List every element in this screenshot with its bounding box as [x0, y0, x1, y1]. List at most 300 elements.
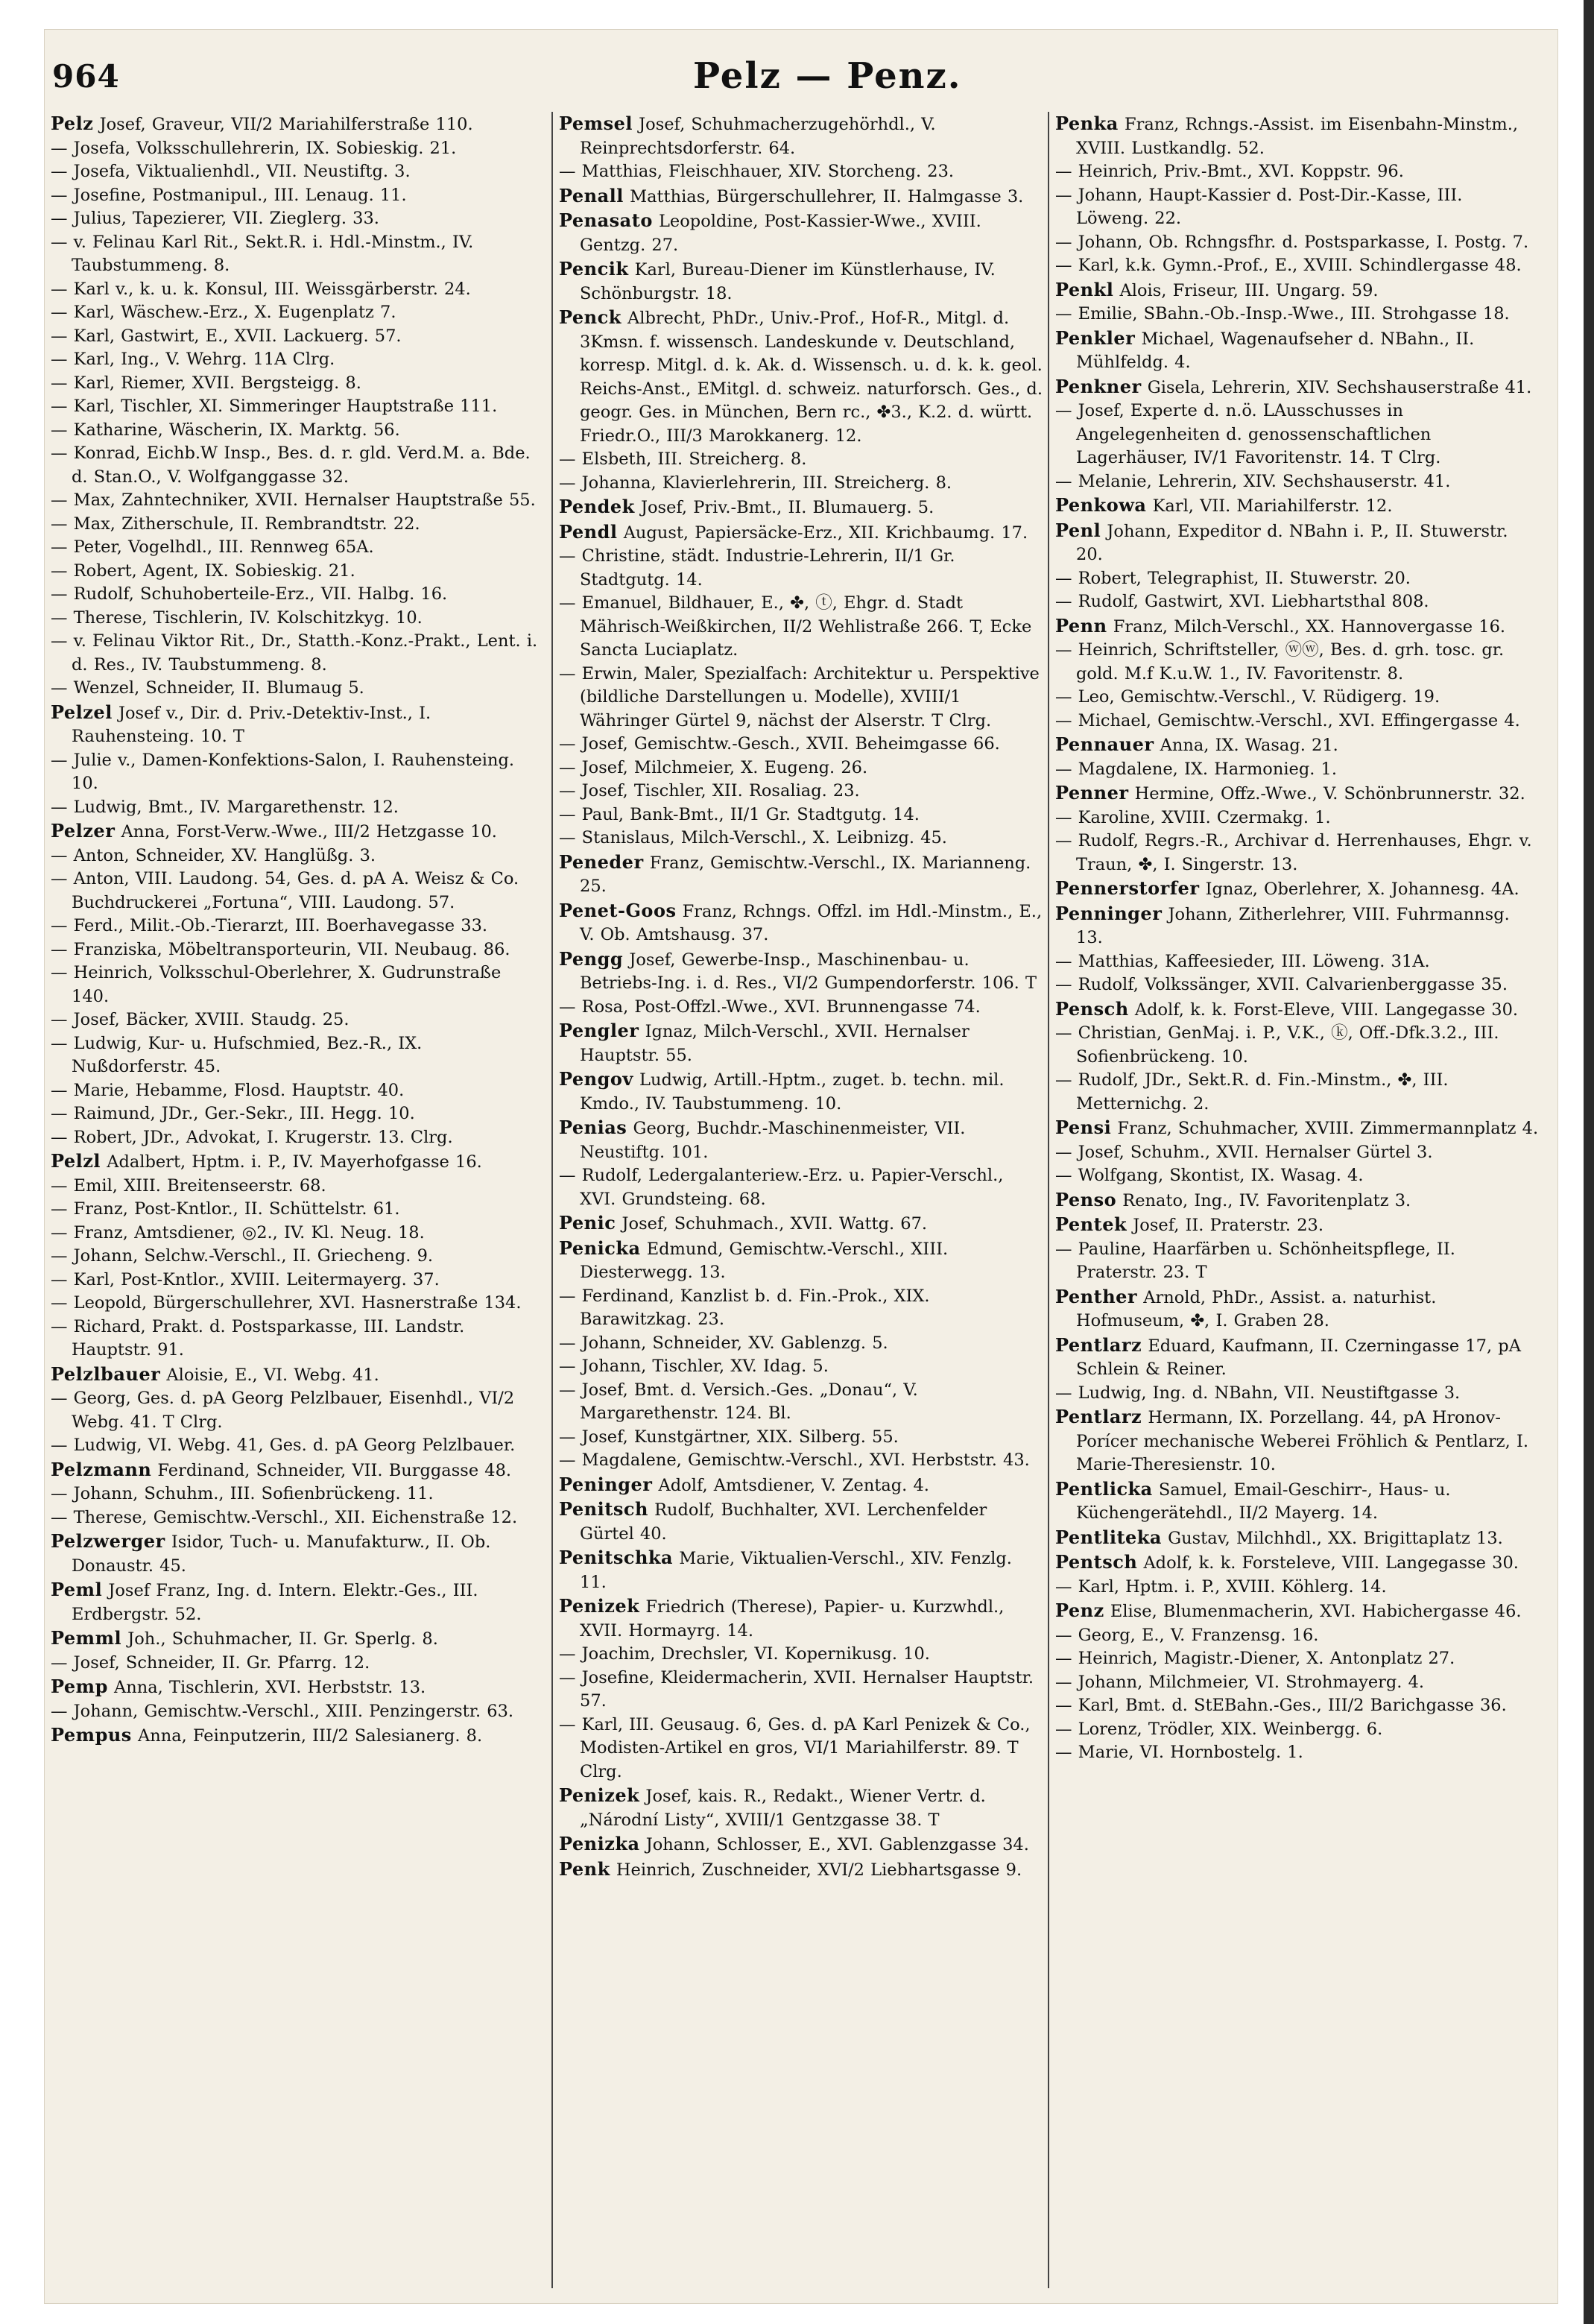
entry-surname: Penkowa	[1055, 494, 1147, 516]
directory-entry	[559, 1019, 1043, 1067]
directory-entry	[1055, 1213, 1540, 1238]
entry-surname: Pensi	[1055, 1117, 1112, 1138]
entry-text: Albrecht, PhDr., Univ.-Prof., Hof-R., Mitgl. d. 3Kmsn. f. wissensch. Landeskunde v. Deutschland, korresp. Mitgl. d. k. Ak. d. Wissensch. u. d. k. k. geol. Reichs-Anst., EMitgl. d. schweiz. naturforsch. Ges., d. geogr. Ges. in München, Bern rc., ✤3., K.2. d. württ. Friedr.O., III/3 Marokkanerg. 12.	[580, 309, 1043, 446]
directory-entry	[559, 1832, 1043, 1857]
entry-text: — Karl, Riemer, XVII. Bergsteigg. 8.	[51, 373, 361, 393]
directory-entry	[559, 160, 1043, 184]
directory-entry	[1055, 254, 1540, 278]
directory-entry	[51, 1626, 540, 1652]
entry-text: — Lorenz, Trödler, XIX. Weinbergg. 6.	[1055, 1719, 1383, 1739]
directory-entry	[1055, 1477, 1540, 1526]
entry-text: — Max, Zahntechniker, XVII. Hernalser Hauptstraße 55.	[51, 490, 536, 510]
directory-entry	[51, 962, 540, 1008]
directory-entry	[51, 560, 540, 584]
directory-entry	[1055, 1647, 1540, 1671]
directory-entry	[51, 1292, 540, 1316]
entry-text: — Rudolf, Schuhoberteile-Erz., VII. Halbg. 16.	[51, 584, 448, 604]
entry-text: Adalbert, Hptm. i. P., IV. Mayerhofgasse 16.	[107, 1152, 482, 1172]
directory-entry	[51, 278, 540, 302]
entry-text: — Marie, Hebamme, Flosd. Hauptstr. 40.	[51, 1080, 405, 1100]
entry-text: — Josef, Kunstgärtner, XIX. Silberg. 55.	[559, 1427, 899, 1447]
entry-surname: Pengov	[559, 1068, 633, 1090]
directory-entry	[51, 607, 540, 631]
directory-entry	[51, 419, 540, 443]
entry-text: — Heinrich, Magistr.-Diener, X. Antonplatz 27.	[1055, 1649, 1455, 1668]
directory-entry	[559, 850, 1043, 899]
entry-text: — Katharine, Wäscherin, IX. Marktg. 56.	[51, 420, 400, 440]
entry-text: Ignaz, Milch-Verschl., XVII. Hernalser Hauptstr. 55.	[580, 1022, 970, 1065]
entry-surname: Penitsch	[559, 1498, 648, 1520]
entry-text: Johann, Schlosser, E., XVI. Gablenzgasse 34.	[645, 1835, 1029, 1854]
entry-text: Matthias, Bürgerschullehrer, II. Halmgasse 3.	[630, 186, 1024, 206]
directory-entry	[559, 1067, 1043, 1116]
directory-entry	[51, 207, 540, 231]
entry-surname: Pennauer	[1055, 733, 1154, 755]
entry-text: Karl, VII. Mariahilferstr. 12.	[1152, 496, 1393, 516]
directory-entry	[1055, 1188, 1540, 1213]
directory-entry	[559, 827, 1043, 850]
entry-text: August, Papiersäcke-Erz., XII. Krichbaumg. 17.	[623, 522, 1028, 543]
directory-entry	[1055, 326, 1540, 375]
entry-text: — Emanuel, Bildhauer, E., ✤, ⓣ, Ehgr. d. Stadt Mährisch-Weißkirchen, II/2 Wehlistraße 266. T, Ecke Sancta Luciaplatz.	[559, 593, 1032, 660]
directory-entry	[559, 1714, 1043, 1784]
entry-text: Arnold, PhDr., Assist. a. naturhist. Hofmuseum, ✤, I. Graben 28.	[1076, 1287, 1437, 1330]
entry-text: Ludwig, Artill.-Hptm., zuget. b. techn. mil. Kmdo., IV. Taubstummeng. 10.	[580, 1070, 1005, 1114]
directory-entry	[1055, 902, 1540, 950]
entry-surname: Peninger	[559, 1473, 653, 1495]
entry-surname: Pentlarz	[1055, 1406, 1142, 1427]
directory-entry	[51, 1434, 540, 1458]
entry-text: Franz, Schuhmacher, XVIII. Zimmermannplatz 4.	[1117, 1119, 1539, 1138]
entry-text: Michael, Wagenaufseher d. NBahn., II. Mühlfeldg. 4.	[1076, 329, 1475, 372]
entry-text: — Robert, Agent, IX. Sobieskig. 21.	[51, 561, 355, 581]
directory-entry	[51, 489, 540, 513]
directory-entry	[51, 749, 540, 796]
entry-text: — Franziska, Möbeltransporteurin, VII. Neubaug. 86.	[51, 939, 510, 959]
entry-text: — Elsbeth, III. Streicherg. 8.	[559, 449, 807, 469]
entry-text: — Christian, GenMaj. i. P., V.K., ⓚ, Off.-Dfk.3.2., III. Sofienbrückeng. 10.	[1055, 1023, 1499, 1067]
directory-entry	[51, 301, 540, 325]
entry-text: — Anton, VIII. Laudong. 54, Ges. d. pA A. Weisz & Co. Buchdruckerei „Fortuna“, VIII. Laudong. 57.	[51, 869, 519, 912]
entry-text: — Therese, Gemischtw.-Verschl., XII. Eichenstraße 12.	[51, 1507, 518, 1527]
directory-entry	[51, 372, 540, 396]
directory-entry	[51, 1102, 540, 1126]
entry-text: Heinrich, Zuschneider, XVI/2 Liebhartsgasse 9.	[616, 1860, 1022, 1880]
entry-text: — Rosa, Post-Offzl.-Wwe., XVI. Brunnengasse 74.	[559, 997, 981, 1017]
entry-text: Josef, kais. R., Redakt., Wiener Vertr. d. „Národní Listy“, XVIII/1 Gentzgasse 38. T	[580, 1787, 986, 1830]
directory-entry	[1055, 1576, 1540, 1600]
directory-entry	[1055, 567, 1540, 591]
entry-text: — Rudolf, Volkssänger, XVII. Calvarienberggasse 35.	[1055, 975, 1508, 994]
entry-text: — Stanislaus, Milch-Verschl., X. Leibnizg. 45.	[559, 828, 947, 847]
entry-text: — Therese, Tischlerin, IV. Kolschitzkyg. 10.	[51, 607, 423, 628]
entry-text: — Julius, Tapezierer, VII. Zieglerg. 33.	[51, 209, 379, 228]
entry-text: — Johann, Haupt-Kassier d. Post-Dir.-Kasse, III. Löweng. 22.	[1055, 185, 1463, 228]
directory-entry	[559, 996, 1043, 1020]
entry-surname: Pelz	[51, 113, 94, 134]
entry-text: Josef, II. Praterstr. 23.	[1133, 1216, 1323, 1235]
entry-text: — Christine, städt. Industrie-Lehrerin, II/1 Gr. Stadtgutg. 14.	[559, 546, 955, 590]
entry-text: Karl, Bureau-Diener im Künstlerhause, IV. Schönburgstr. 18.	[580, 260, 996, 303]
directory-entry	[51, 1149, 540, 1175]
entry-text: — Ludwig, Kur- u. Hufschmied, Bez.-R., IX. Nußdorferstr. 45.	[51, 1033, 423, 1076]
entry-surname: Penso	[1055, 1188, 1117, 1210]
entry-text: Josef v., Dir. d. Priv.-Detektiv-Inst., I. Rauhensteing. 10. T	[72, 703, 431, 746]
directory-entry	[1055, 1116, 1540, 1141]
directory-entry	[1055, 781, 1540, 806]
entry-text: — Johann, Schuhm., III. Sofienbrückeng. 11.	[51, 1484, 434, 1503]
directory-entry	[51, 1652, 540, 1676]
directory-entry	[559, 592, 1043, 663]
entry-surname: Peml	[51, 1579, 103, 1600]
entry-surname: Pennerstorfer	[1055, 877, 1200, 899]
directory-entry	[559, 257, 1043, 306]
entry-surname: Pentlarz	[1055, 1333, 1142, 1356]
entry-surname: Pentsch	[1055, 1551, 1138, 1573]
entry-text: Adolf, k. k. Forst-Eleve, VIII. Langegasse 30.	[1134, 1000, 1519, 1020]
entry-text: — Johann, Schneider, XV. Gablenzg. 5.	[559, 1333, 888, 1353]
entry-text: — Joachim, Drechsler, VI. Kopernikusg. 10.	[559, 1644, 930, 1664]
entry-text: — Ludwig, Ing. d. NBahn, VII. Neustiftgasse 3.	[1055, 1383, 1461, 1403]
entry-surname: Pelzel	[51, 701, 113, 723]
entry-text: — Franz, Post-Kntlor., II. Schüttelstr. 61.	[51, 1199, 400, 1219]
entry-surname: Pendl	[559, 520, 618, 543]
directory-entry	[51, 1245, 540, 1269]
directory-entry	[1055, 973, 1540, 997]
entry-surname: Penther	[1055, 1285, 1138, 1307]
entry-text: Anna, IX. Wasag. 21.	[1160, 736, 1338, 755]
entry-text: — v. Felinau Karl Rit., Sekt.R. i. Hdl.-Minstm., IV. Taubstummeng. 8.	[51, 232, 474, 275]
entry-text: — v. Felinau Viktor Rit., Dr., Statth.-Konz.-Prakt., Lent. i. d. Res., IV. Taubstummeng. 8.	[51, 631, 538, 675]
directory-entry	[1055, 1333, 1540, 1382]
entry-text: — Johann, Ob. Rchngsfhr. d. Postsparkasse, I. Postg. 7.	[1055, 232, 1529, 252]
entry-text: Gisela, Lehrerin, XIV. Sechshauserstraße 41.	[1147, 377, 1532, 397]
entry-text: — Michael, Gemischtw.-Verschl., XVI. Effingergasse 4.	[1055, 710, 1520, 730]
directory-entry	[51, 819, 540, 844]
directory-entry	[51, 938, 540, 962]
entry-text: Ignaz, Oberlehrer, X. Johannesg. 4A.	[1205, 880, 1519, 899]
entry-text: Josef, Schuhmach., XVII. Wattg. 67.	[622, 1214, 928, 1234]
entry-text: Hermann, IX. Porzellang. 44, pA Hronov-Porícer mechanische Weberei Fröhlich & Pentlarz, I. Marie-Theresienstr. 10.	[1076, 1408, 1529, 1474]
directory-entry	[1055, 375, 1540, 400]
directory-entry	[51, 701, 540, 749]
entry-text: Georg, Buchdr.-Maschinenmeister, VII. Neustiftg. 101.	[580, 1119, 966, 1162]
directory-entry	[559, 947, 1043, 996]
directory-entry	[51, 513, 540, 537]
directory-entry	[51, 583, 540, 607]
directory-entry	[1055, 1526, 1540, 1551]
directory-entry	[1055, 997, 1540, 1023]
entry-text: — Konrad, Eichb.W Insp., Bes. d. r. gld. Verd.M. a. Bde. d. Stan.O., V. Wolfganggasse 32.	[51, 443, 531, 487]
entry-text: Anna, Feinputzerin, III/2 Salesianerg. 8.	[137, 1726, 483, 1746]
entry-text: Hermine, Offz.-Wwe., V. Schönbrunnerstr. 32.	[1134, 784, 1525, 803]
entry-text: — Josef, Bmt. d. Versich.-Ges. „Donau“, V. Margarethenstr. 124. Bl.	[559, 1380, 918, 1423]
entry-text: — Paul, Bank-Bmt., II/1 Gr. Stadtgutg. 14.	[559, 804, 920, 824]
entry-surname: Penka	[1055, 113, 1119, 134]
entry-text: — Leo, Gemischtw.-Verschl., V. Rüdigerg. 19.	[1055, 687, 1440, 707]
entry-text: — Johann, Gemischtw.-Verschl., XIII. Penzingerstr. 63.	[51, 1701, 514, 1721]
entry-text: — Raimund, JDr., Ger.-Sekr., III. Hegg. 10.	[51, 1104, 415, 1123]
directory-entry	[51, 395, 540, 419]
page-header	[52, 51, 1543, 103]
entry-text: — Karl, III. Geusaug. 6, Ges. d. pA Karl Penizek & Co., Modisten-Artikel en gros, VI/1 Mariahilferstr. 89. T Clrg.	[559, 1714, 1031, 1781]
directory-entry	[559, 1164, 1043, 1211]
entry-text: Adolf, Amtsdiener, V. Zentag. 4.	[658, 1475, 929, 1495]
directory-entry	[1055, 400, 1540, 470]
entry-text: Isidor, Tuch- u. Manufakturw., II. Ob. Donaustr. 45.	[72, 1532, 491, 1576]
directory-entry	[51, 796, 540, 820]
entry-text: — Karl, Bmt. d. StEBahn.-Ges., III/2 Barichgasse 36.	[1055, 1696, 1507, 1715]
entry-surname: Pemsel	[559, 113, 633, 134]
entry-text: — Heinrich, Priv.-Bmt., XVI. Koppstr. 96.	[1055, 162, 1404, 181]
entry-text: — Rudolf, Regrs.-R., Archivar d. Herrenhauses, Ehgr. v. Traun, ✤, I. Singerstr. 13.	[1055, 831, 1532, 874]
entry-surname: Pentek	[1055, 1213, 1127, 1235]
entry-surname: Pelzwerger	[51, 1530, 165, 1552]
entry-text: Anna, Forst-Verw.-Wwe., III/2 Hetzgasse 10.	[121, 822, 497, 841]
directory-entry	[1055, 1141, 1540, 1165]
directory-entry	[1055, 1382, 1540, 1406]
entry-surname: Penizek	[559, 1784, 640, 1806]
directory-entry	[1055, 1069, 1540, 1116]
entry-text: — Josef, Schuhm., XVII. Hernalser Gürtel 3.	[1055, 1142, 1433, 1162]
directory-entry	[1055, 710, 1540, 733]
directory-entry	[559, 899, 1043, 947]
directory-page	[45, 30, 1557, 2303]
directory-entry	[1055, 1022, 1540, 1069]
directory-entry	[1055, 519, 1540, 567]
directory-entry	[51, 137, 540, 161]
directory-entry	[1055, 493, 1540, 519]
entry-surname: Pelzlbauer	[51, 1362, 161, 1385]
entry-text: — Josefine, Postmanipul., III. Lenaug. 11.	[51, 185, 407, 205]
entry-text: Josef, Schuhmacherzugehörhdl., V. Reinprechtsdorferstr. 64.	[580, 115, 936, 158]
entry-text: — Heinrich, Volksschul-Oberlehrer, X. Gudrunstraße 140.	[51, 963, 502, 1006]
directory-entry	[51, 1032, 540, 1079]
entry-surname: Penkler	[1055, 326, 1136, 349]
entry-surname: Penias	[559, 1117, 627, 1138]
entry-surname: Pentliteka	[1055, 1526, 1162, 1548]
directory-entry	[559, 112, 1043, 160]
directory-entry	[51, 1483, 540, 1506]
entry-surname: Penck	[559, 306, 622, 328]
directory-entry	[1055, 1718, 1540, 1742]
entry-text: Eduard, Kaufmann, II. Czerningasse 17, pA Schlein & Reiner.	[1076, 1336, 1521, 1379]
entry-text: — Magdalene, IX. Harmonieg. 1.	[1055, 759, 1338, 779]
directory-entry	[559, 1285, 1043, 1332]
entry-surname: Penk	[559, 1857, 610, 1880]
entry-text: — Emil, XIII. Breitenseerstr. 68.	[51, 1175, 326, 1196]
entry-surname: Penall	[559, 184, 624, 206]
directory-entry	[559, 1497, 1043, 1546]
directory-entry	[1055, 184, 1540, 231]
entry-text: — Pauline, Haarfärben u. Schönheitspflege, II. Praterstr. 23. T	[1055, 1239, 1455, 1282]
entry-text: Franz, Rchngs. Offzl. im Hdl.-Minstm., E., V. Ob. Amtshausg. 37.	[580, 901, 1043, 944]
directory-entry	[1055, 112, 1540, 160]
entry-text: — Wenzel, Schneider, II. Blumaug 5.	[51, 678, 364, 698]
directory-entry	[1055, 614, 1540, 640]
directory-entry	[51, 160, 540, 184]
directory-entry	[51, 1198, 540, 1222]
entry-surname: Peneder	[559, 850, 644, 873]
entry-text: Leopoldine, Post-Kassier-Wwe., XVIII. Gentzg. 27.	[580, 212, 981, 255]
entry-text: — Robert, Telegraphist, II. Stuwerstr. 20.	[1055, 568, 1411, 588]
entry-surname: Penkner	[1055, 375, 1142, 397]
directory-entry	[51, 1675, 540, 1700]
directory-entry	[559, 184, 1043, 209]
entry-surname: Penasato	[559, 209, 653, 231]
entry-text: — Matthias, Kaffeesieder, III. Löweng. 31A.	[1055, 951, 1430, 971]
entry-text: — Ludwig, Bmt., IV. Margarethenstr. 12.	[51, 797, 399, 817]
directory-entry	[559, 757, 1043, 780]
page-edge-shadow	[1584, 0, 1594, 2324]
entry-text: Josef Franz, Ing. d. Intern. Elektr.-Ges., III. Erdbergstr. 52.	[72, 1581, 478, 1624]
directory-entry	[51, 1723, 540, 1749]
column-3	[1048, 112, 1540, 2288]
directory-entry	[559, 1449, 1043, 1473]
entry-text: — Josef, Schneider, II. Gr. Pfarrg. 12.	[51, 1652, 370, 1673]
directory-entry	[1055, 686, 1540, 710]
entry-text: — Erwin, Maler, Spezialfach: Architektur u. Perspektive (bildliche Darstellungen u. Modelle), XVIII/1 Währinger Gürtel 9, nächst der Alserstr. T Clrg.	[559, 663, 1040, 730]
directory-entry	[559, 209, 1043, 257]
directory-entry	[51, 868, 540, 915]
entry-surname: Pentlicka	[1055, 1477, 1153, 1500]
entry-text: — Wolfgang, Skontist, IX. Wasag. 4.	[1055, 1166, 1364, 1185]
directory-entry	[1055, 950, 1540, 974]
directory-entry	[51, 677, 540, 701]
entry-text: Franz, Rchngs.-Assist. im Eisenbahn-Minstm., XVIII. Lustkandlg. 52.	[1076, 115, 1519, 158]
directory-entry	[51, 844, 540, 868]
directory-entry	[559, 803, 1043, 827]
entry-text: — Karl, Hptm. i. P., XVIII. Köhlerg. 14.	[1055, 1576, 1387, 1597]
entry-text: Gustav, Milchhdl., XX. Brigittaplatz 13.	[1168, 1528, 1503, 1548]
directory-entry	[1055, 470, 1540, 494]
directory-entry	[559, 472, 1043, 496]
directory-entry	[1055, 590, 1540, 614]
entry-text: — Peter, Vogelhdl., III. Rennweg 65A.	[51, 537, 374, 557]
directory-entry	[559, 1332, 1043, 1356]
directory-entry	[51, 1269, 540, 1292]
entry-text: — Magdalene, Gemischtw.-Verschl., XVI. Herbststr. 43.	[559, 1450, 1030, 1470]
entry-text: — Marie, VI. Hornbostelg. 1.	[1055, 1743, 1303, 1762]
directory-entry	[1055, 160, 1540, 184]
entry-text: — Julie v., Damen-Konfektions-Salon, I. Rauhensteing. 10.	[51, 750, 515, 793]
entry-surname: Penn	[1055, 614, 1107, 637]
entry-text: — Georg, E., V. Franzensg. 16.	[1055, 1625, 1319, 1645]
entry-text: — Karoline, XVIII. Czermakg. 1.	[1055, 807, 1331, 827]
entry-text: Franz, Gemischtw.-Verschl., IX. Marianneng. 25.	[580, 853, 1031, 896]
entry-surname: Pelzmann	[51, 1458, 152, 1480]
directory-entry	[51, 325, 540, 349]
entry-text: Johann, Zitherlehrer, VIII. Fuhrmannsg. 13.	[1076, 904, 1510, 947]
directory-entry	[559, 495, 1043, 520]
entry-text: — Josef, Tischler, XII. Rosaliag. 23.	[559, 781, 860, 801]
directory-entry	[1055, 1550, 1540, 1576]
entry-surname: Pelzl	[51, 1150, 101, 1172]
directory-entry	[1055, 1164, 1540, 1188]
directory-entry	[51, 1362, 540, 1388]
entry-text: — Ludwig, VI. Webg. 41, Ges. d. pA Georg Pelzlbauer.	[51, 1436, 516, 1455]
entry-surname: Pengg	[559, 947, 624, 970]
entry-text: Friedrich (Therese), Papier- u. Kurzwhdl., XVII. Hormayrg. 14.	[580, 1597, 1005, 1641]
entry-surname: Pensch	[1055, 997, 1129, 1020]
directory-entry	[1055, 1624, 1540, 1648]
entry-text: Edmund, Gemischtw.-Verschl., XIII. Diesterwegg. 13.	[580, 1239, 949, 1282]
entry-text: Josef, Graveur, VII/2 Mariahilferstraße 110.	[99, 115, 473, 134]
directory-entry	[1055, 231, 1540, 255]
entry-surname: Penkl	[1055, 278, 1114, 300]
directory-entry	[51, 536, 540, 560]
entry-text: — Josef, Gemischtw.-Gesch., XVII. Beheimgasse 66.	[559, 734, 1000, 754]
page-number: 964	[52, 58, 120, 95]
directory-entry	[559, 1211, 1043, 1237]
directory-entry	[559, 545, 1043, 592]
directory-entry	[1055, 278, 1540, 303]
entry-text: — Georg, Ges. d. pA Georg Pelzlbauer, Eisenhdl., VI/2 Webg. 41. T Clrg.	[51, 1389, 515, 1432]
directory-entry	[1055, 806, 1540, 830]
entry-text: — Richard, Prakt. d. Postsparkasse, III. Landstr. Hauptstr. 91.	[51, 1316, 465, 1360]
entry-surname: Pendek	[559, 496, 635, 517]
directory-entry	[559, 1857, 1043, 1883]
directory-entry	[51, 1316, 540, 1362]
entry-text: Joh., Schuhmacher, II. Gr. Sperlg. 8.	[127, 1629, 438, 1649]
directory-entry	[1055, 1238, 1540, 1285]
directory-entry	[559, 1784, 1043, 1832]
directory-entry	[559, 448, 1043, 472]
entry-surname: Penet-Goos	[559, 899, 677, 921]
directory-entry	[51, 1079, 540, 1103]
entry-text: — Karl, Wäschew.-Erz., X. Eugenplatz 7.	[51, 303, 396, 322]
entry-text: Ferdinand, Schneider, VII. Burggasse 48.	[157, 1460, 512, 1480]
entry-text: — Karl, Gastwirt, E., XVII. Lackuerg. 57.	[51, 326, 402, 346]
entry-surname: Penizek	[559, 1595, 640, 1617]
entry-text: — Ferd., Milit.-Ob.-Tierarzt, III. Boerhavegasse 33.	[51, 916, 488, 935]
entry-text: — Josef, Bäcker, XVIII. Staudg. 25.	[51, 1010, 350, 1029]
directory-entry	[51, 1458, 540, 1483]
entry-text: — Rudolf, Ledergalanteriew.-Erz. u. Papier-Verschl., XVI. Grundsteing. 68.	[559, 1166, 1004, 1209]
entry-text: — Johanna, Klavierlehrerin, III. Streicherg. 8.	[559, 473, 952, 493]
entry-surname: Pengler	[559, 1020, 639, 1041]
entry-text: — Rudolf, JDr., Sekt.R. d. Fin.-Minstm., ✤, III. Metternichg. 2.	[1055, 1070, 1449, 1114]
directory-entry	[559, 780, 1043, 803]
entry-text: Franz, Milch-Verschl., XX. Hannovergasse 16.	[1113, 616, 1506, 637]
directory-entry	[1055, 1671, 1540, 1695]
directory-entry	[51, 442, 540, 489]
directory-entry	[559, 1379, 1043, 1426]
entry-text: — Max, Zitherschule, II. Rembrandtstr. 22.	[51, 514, 420, 534]
directory-entry	[51, 630, 540, 677]
directory-entry	[559, 1473, 1043, 1498]
entry-text: — Melanie, Lehrerin, XIV. Sechshauserstr. 41.	[1055, 471, 1451, 491]
directory-entry	[51, 1529, 540, 1578]
entry-text: — Heinrich, Schriftsteller, ⓦⓦ, Bes. d. grh. tosc. gr. gold. M.f K.u.W. 1., IV. Favoritenstr. 8.	[1055, 640, 1505, 683]
directory-entry	[559, 1594, 1043, 1643]
entry-text: — Karl v., k. u. k. Konsul, III. Weissgärberstr. 24.	[51, 279, 471, 299]
directory-entry	[559, 1237, 1043, 1285]
entry-text: Josef, Gewerbe-Insp., Maschinenbau- u. Betriebs-Ing. i. d. Res., VI/2 Gumpendorferstr. 106. T	[580, 950, 1037, 993]
entry-text: — Leopold, Bürgerschullehrer, XVI. Hasnerstraße 134.	[51, 1293, 522, 1313]
directory-entry	[559, 733, 1043, 757]
entry-surname: Pempus	[51, 1724, 132, 1746]
directory-entry	[559, 1426, 1043, 1450]
entry-surname: Penic	[559, 1212, 616, 1234]
entry-text: — Franz, Amtsdiener, ◎2., IV. Kl. Neug. 18.	[51, 1222, 425, 1242]
entry-text: — Karl, Ing., V. Wehrg. 11A Clrg.	[51, 350, 335, 369]
directory-entry	[51, 1578, 540, 1626]
entry-text: Josef, Priv.-Bmt., II. Blumauerg. 5.	[640, 498, 934, 517]
entry-text: Adolf, k. k. Forsteleve, VIII. Langegasse 30.	[1143, 1553, 1519, 1573]
entry-surname: Penitschka	[559, 1547, 674, 1568]
column-1	[51, 112, 540, 2288]
